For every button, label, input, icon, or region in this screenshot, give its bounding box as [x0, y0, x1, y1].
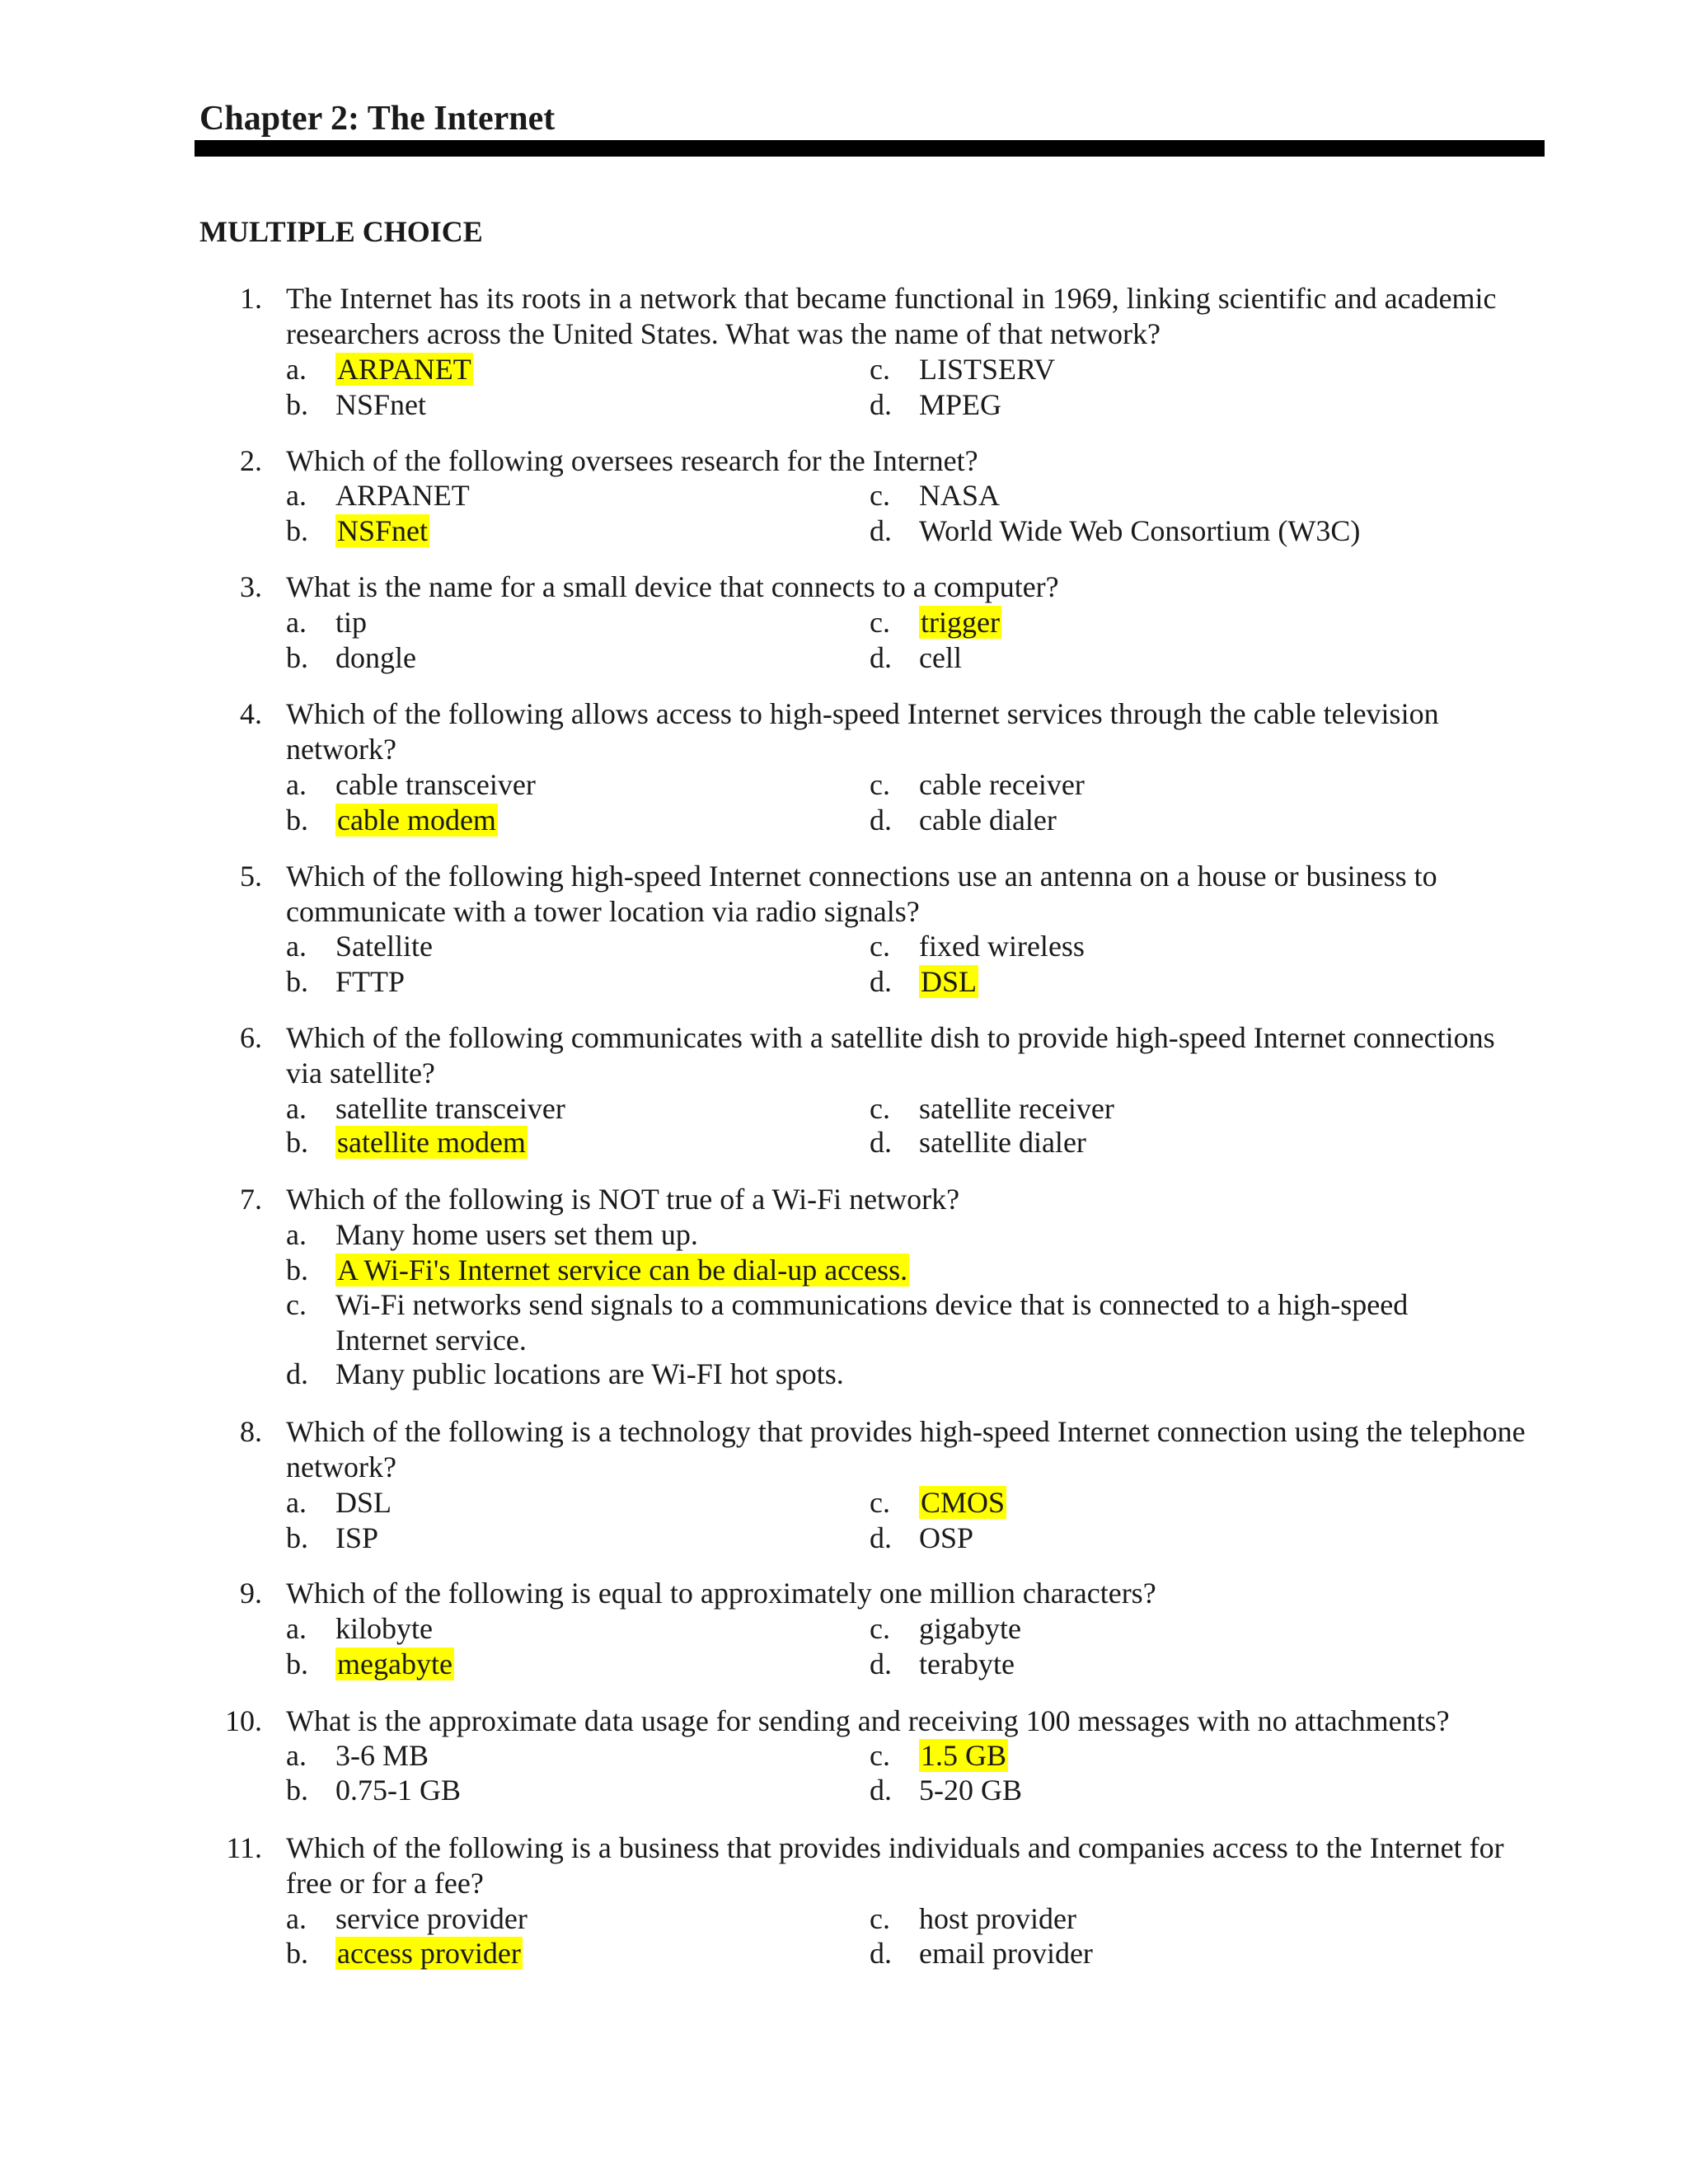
option-letter: d.: [870, 965, 892, 998]
highlighted-answer: ARPANET: [337, 353, 471, 386]
question-text: [286, 1704, 1547, 1739]
option-letter: b.: [286, 641, 308, 674]
option-text: World Wide Web Consortium (W3C): [919, 514, 1361, 547]
question-number: 10.: [225, 1704, 262, 1737]
option-text: DSL: [335, 1486, 392, 1519]
option-text: tip: [335, 606, 368, 639]
option-letter: a.: [286, 768, 307, 801]
option-text: terabyte: [919, 1647, 1015, 1680]
option-letter: b.: [286, 1774, 308, 1807]
question-number: 1.: [240, 282, 262, 315]
option-text: satellite transceiver: [335, 1092, 565, 1125]
question-line: What is the approximate data usage for sending and receiving 100 messages with no attachments?: [286, 1704, 1450, 1737]
option-letter: a.: [286, 353, 307, 386]
option-text: [919, 964, 978, 1000]
option-letter: d.: [870, 1937, 892, 1970]
question-text: [286, 696, 1547, 767]
option-letter: a.: [286, 606, 307, 639]
option-letter: b.: [286, 1126, 308, 1159]
highlighted-answer: CMOS: [921, 1486, 1006, 1519]
highlighted-answer: satellite modem: [337, 1126, 526, 1159]
option-text: 3-6 MB: [335, 1739, 429, 1772]
question-text: [286, 1182, 1547, 1217]
option-letter: d.: [870, 1521, 892, 1554]
question-text: [286, 859, 1547, 930]
option-letter: b.: [286, 514, 308, 547]
option-text: email provider: [919, 1937, 1093, 1970]
option-text: 5-20 GB: [919, 1774, 1022, 1807]
option-letter: d.: [870, 514, 892, 547]
option-text: MPEG: [919, 388, 1002, 421]
option-text: kilobyte: [335, 1612, 433, 1645]
option-letter: a.: [286, 479, 307, 512]
highlighted-answer: megabyte: [337, 1647, 452, 1680]
question-line: Which of the following is a technology that provides high-speed Internet connection using the telephone: [286, 1415, 1526, 1448]
question-text: [286, 281, 1547, 352]
highlighted-answer: DSL: [921, 965, 978, 998]
question-line: Which of the following is NOT true of a Wi-Fi network?: [286, 1183, 960, 1216]
option-text: NASA: [919, 479, 1001, 512]
option-text: cable transceiver: [335, 768, 536, 801]
option-letter: c.: [286, 1288, 307, 1321]
question-text: [286, 1576, 1547, 1611]
option-letter: b.: [286, 1521, 308, 1554]
question-text: [286, 1020, 1547, 1091]
option-text: dongle: [335, 641, 416, 674]
option-text: cable dialer: [919, 804, 1057, 837]
question-line: Which of the following is a business that provides individuals and companies access to the Internet for: [286, 1831, 1504, 1864]
option-text: satellite dialer: [919, 1126, 1086, 1159]
option-text: [335, 1253, 909, 1288]
question-number: 7.: [240, 1183, 262, 1216]
option-text: [335, 1647, 454, 1682]
option-text: Many home users set them up.: [335, 1218, 698, 1251]
option-text: fixed wireless: [919, 930, 1085, 963]
option-letter: c.: [870, 353, 890, 386]
highlighted-answer: 1.5 GB: [921, 1739, 1007, 1772]
option-letter: b.: [286, 1647, 308, 1680]
question-line: network?: [286, 733, 396, 766]
question-line: Which of the following oversees research for the Internet?: [286, 444, 978, 477]
option-letter: c.: [870, 479, 890, 512]
option-text: FTTP: [335, 965, 406, 998]
highlighted-answer: A Wi-Fi's Internet service can be dial-up access.: [337, 1254, 908, 1286]
question-number: 11.: [226, 1831, 262, 1864]
option-text: Satellite: [335, 930, 433, 963]
question-text: [286, 569, 1547, 605]
highlighted-answer: NSFnet: [337, 514, 429, 547]
option-letter: b.: [286, 388, 308, 421]
option-text: ARPANET: [335, 479, 470, 512]
question-text: [286, 443, 1547, 479]
question-text: [286, 1414, 1547, 1485]
option-letter: d.: [286, 1357, 308, 1390]
option-text: LISTSERV: [919, 353, 1056, 386]
question-text: [286, 1830, 1547, 1901]
option-line: Internet service.: [335, 1324, 527, 1357]
option-text: service provider: [335, 1902, 528, 1935]
question-line: researchers across the United States. What was the name of that network?: [286, 317, 1160, 350]
option-text: [919, 1738, 1008, 1774]
option-letter: b.: [286, 804, 308, 837]
option-line: Wi-Fi networks send signals to a communications device that is connected to a high-speed: [335, 1288, 1409, 1321]
option-letter: a.: [286, 1739, 307, 1772]
option-letter: c.: [870, 1092, 890, 1125]
option-text: ISP: [335, 1521, 379, 1554]
question-line: network?: [286, 1451, 396, 1483]
option-letter: a.: [286, 930, 307, 963]
option-text: 0.75-1 GB: [335, 1774, 461, 1807]
option-text: Many public locations are Wi-FI hot spots.: [335, 1357, 844, 1390]
option-letter: c.: [870, 1612, 890, 1645]
question-number: 8.: [240, 1415, 262, 1448]
option-letter: b.: [286, 1937, 308, 1970]
section-title: MULTIPLE CHOICE: [199, 215, 483, 248]
option-letter: d.: [870, 388, 892, 421]
question-number: 5.: [240, 860, 262, 893]
question-number: 4.: [240, 697, 262, 730]
question-line: The Internet has its roots in a network that became functional in 1969, linking scientific and academic: [286, 282, 1497, 315]
question-number: 9.: [240, 1577, 262, 1610]
option-letter: d.: [870, 1126, 892, 1159]
option-text: [919, 1485, 1006, 1521]
option-letter: a.: [286, 1218, 307, 1251]
highlighted-answer: trigger: [921, 606, 1000, 639]
question-line: What is the name for a small device that connects to a computer?: [286, 570, 1059, 603]
option-text: [335, 803, 498, 838]
highlighted-answer: cable modem: [337, 804, 496, 837]
option-text: cell: [919, 641, 962, 674]
question-line: via satellite?: [286, 1057, 435, 1090]
option-letter: a.: [286, 1092, 307, 1125]
option-letter: a.: [286, 1486, 307, 1519]
option-letter: c.: [870, 768, 890, 801]
option-letter: c.: [870, 606, 890, 639]
option-text: [335, 1936, 523, 1971]
question-line: Which of the following high-speed Internet connections use an antenna on a house or business to: [286, 860, 1437, 893]
option-letter: b.: [286, 965, 308, 998]
option-text: [335, 352, 473, 387]
question-number: 3.: [240, 570, 262, 603]
option-letter: c.: [870, 1486, 890, 1519]
option-letter: a.: [286, 1612, 307, 1645]
option-letter: a.: [286, 1902, 307, 1935]
question-line: free or for a fee?: [286, 1867, 484, 1900]
question-line: Which of the following is equal to approximately one million characters?: [286, 1577, 1156, 1610]
option-letter: c.: [870, 1902, 890, 1935]
option-letter: d.: [870, 641, 892, 674]
option-text: host provider: [919, 1902, 1076, 1935]
question-line: Which of the following allows access to high-speed Internet services through the cable television: [286, 697, 1439, 730]
option-letter: d.: [870, 1774, 892, 1807]
option-letter: d.: [870, 804, 892, 837]
question-line: Which of the following communicates with a satellite dish to provide high-speed Internet connections: [286, 1021, 1495, 1054]
title-rule: [195, 140, 1545, 157]
option-letter: c.: [870, 1739, 890, 1772]
option-text: OSP: [919, 1521, 974, 1554]
highlighted-answer: access provider: [337, 1937, 521, 1970]
option-letter: d.: [870, 1647, 892, 1680]
option-text: [335, 513, 429, 549]
question-number: 2.: [240, 444, 262, 477]
question-number: 6.: [240, 1021, 262, 1054]
option-text: satellite receiver: [919, 1092, 1114, 1125]
option-text: [919, 605, 1001, 640]
option-text: cable receiver: [919, 768, 1085, 801]
option-letter: b.: [286, 1254, 308, 1286]
option-text: [335, 1287, 1408, 1358]
chapter-title: Chapter 2: The Internet: [199, 100, 556, 138]
question-line: communicate with a tower location via radio signals?: [286, 895, 920, 928]
option-letter: c.: [870, 930, 890, 963]
option-text: gigabyte: [919, 1612, 1021, 1645]
option-text: [335, 1125, 528, 1160]
option-text: NSFnet: [335, 388, 427, 421]
